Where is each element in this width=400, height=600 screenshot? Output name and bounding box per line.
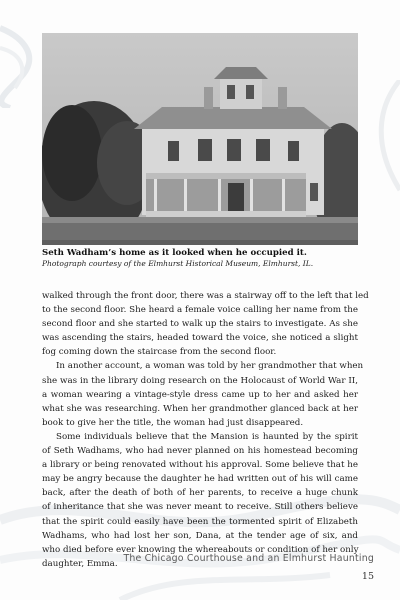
- body-line: a woman wearing a vintage-style dress came up to her and asked her: [42, 389, 358, 400]
- body-line: walked through the front door, there was a stairway off to the left that led: [42, 291, 369, 301]
- historic-house-photo: [42, 33, 358, 245]
- body-line: back, after the death of both of her parents, to receive a huge chunk: [42, 488, 358, 499]
- body-line: who died before ever knowing the whereabouts or condition of her only: [42, 544, 359, 555]
- body-line: a library or being renovated without his approval. Some believe that he: [42, 460, 358, 471]
- body-line: daughter, Emma.: [42, 558, 118, 569]
- body-line: of inheritance that she was never meant to receive. Still others believe: [42, 502, 358, 513]
- body-line: Some individuals believe that the Mansion is haunted by the spirit: [56, 431, 358, 442]
- body-line: Wadhams, who had lost her son, Dana, at the tender age of six, and: [42, 530, 358, 541]
- body-line: fog coming down the staircase from the second floor.: [42, 347, 277, 358]
- body-line: she was in the library doing research on the Holocaust of World War II,: [42, 375, 358, 386]
- body-text: [42, 289, 369, 571]
- body-line: second floor and she started to walk up the stairs to investigate. As she: [42, 319, 358, 330]
- page-number: 15: [361, 571, 374, 582]
- body-line: of Seth Wadhams, who had never planned on his homestead becoming: [42, 446, 358, 457]
- body-line: book to give her the title, the woman had just disappeared.: [42, 417, 304, 428]
- running-footer-title: The Chicago Courthouse and an Elmhurst Haunting: [123, 553, 374, 564]
- body-line: that the spirit could easily have been the tormented spirit of Elizabeth: [42, 516, 358, 527]
- body-line: In another account, a woman was told by her grandmother that when: [56, 361, 364, 372]
- photo-caption-credit: Photograph courtesy of the Elmhurst Historical Museum, Elmhurst, IL.: [42, 259, 314, 268]
- decorative-swirl-right: [370, 80, 400, 200]
- body-line: was ascending the stairs, headed toward the voice, she noticed a slight: [42, 333, 358, 344]
- photo-caption-title: Seth Wadham’s home as it looked when he occupied it.: [42, 248, 307, 258]
- body-line: what she was researching. When her grandmother glanced back at her: [42, 403, 358, 414]
- body-line: to the second floor. She heard a female voice calling her name from the: [42, 305, 358, 316]
- body-line: may be angry because the daughter he had written out of his will came: [42, 474, 358, 485]
